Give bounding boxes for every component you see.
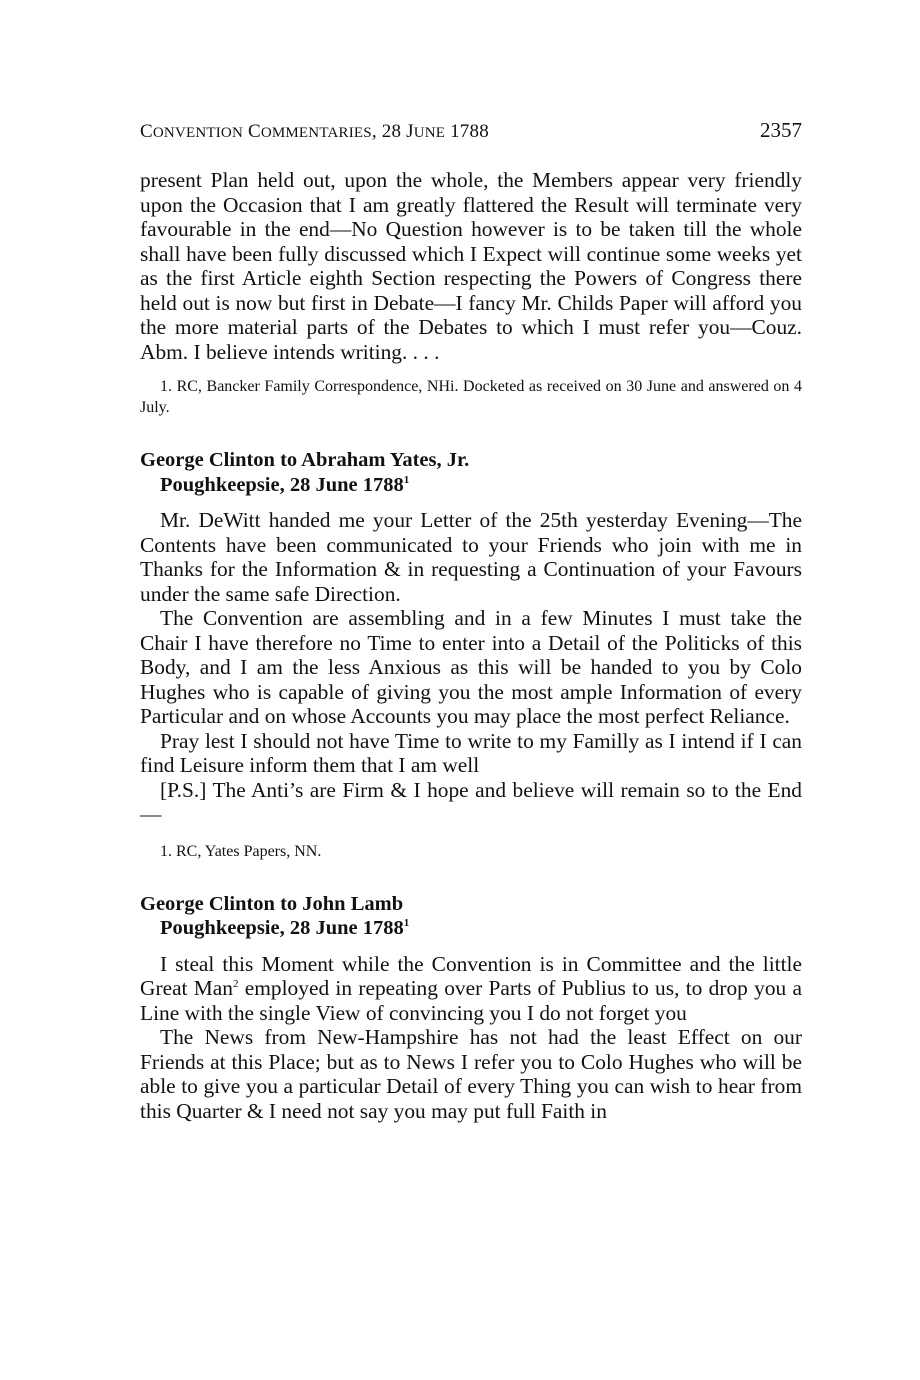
document-page — [140, 118, 802, 1123]
letter-paragraph: Mr. DeWitt handed me your Letter of the 25th yesterday Evening—The Contents have been communicated to your Friends who join with me in Thanks for the Information & in requesting a Continuation of your Favours under the same safe Direction. — [140, 508, 802, 606]
letter-paragraph: The Convention are assembling and in a few Minutes I must take the Chair I have therefore no Time to enter into a Detail of the Politicks of this Body, and I am the less Anxious as this will be handed to you by Colo Hughes who is capable of giving you the most ample Information of every Particular and on whose Accounts you may place the most perfect Reliance. — [140, 606, 802, 728]
letter-paragraph: The News from New-Hampshire has not had the least Effect on our Friends at this Place; but as to News I refer you to Colo Hughes who will be able to give you a particular Detail of every Thing you can wish to hear from this Quarter & I need not say you may put full Faith in — [140, 1025, 802, 1123]
note-reference: 1 — [403, 917, 410, 930]
page-number: 2357 — [760, 118, 802, 142]
letter-postscript: [P.S.] The Anti’s are Firm & I hope and believe will remain so to the End— — [140, 777, 802, 826]
letter-paragraph: I steal this Moment while the Convention is in Committee and the little Great Man$^2$ employed in repeating over Parts of Publius to us, to drop you a Line with the single View of convincing you I do not forget you — [140, 951, 802, 1025]
running-head-title: CONVENTION COMMENTARIES, 28 JUNE 1788 — [140, 121, 489, 142]
footnote: 1. RC, Yates Papers, NN. — [160, 842, 322, 860]
note-reference: 2 — [233, 977, 239, 990]
letter-heading — [140, 448, 802, 497]
note-reference: 1 — [403, 473, 410, 486]
letter-heading-place: Poughkeepsie, 28 June 1788$^1$ — [160, 917, 410, 939]
letter-heading — [140, 892, 802, 941]
letter-paragraph: Pray lest I should not have Time to write to my Familly as I intend if I can find Leisure inform them that I am well — [140, 728, 802, 777]
letter-clinton-to-yates — [140, 448, 802, 862]
letter-clinton-to-lamb — [140, 892, 802, 1124]
letter-heading-title: George Clinton to John Lamb — [140, 892, 404, 915]
letter-heading-title: George Clinton to Abraham Yates, Jr. — [140, 449, 470, 471]
running-head — [140, 118, 802, 150]
footnote: 1. RC, Bancker Family Correspondence, NHi. Docketed as received on 30 June and answered on 4 July. — [140, 378, 802, 416]
letter-heading-place: Poughkeepsie, 28 June 1788$^1$ — [160, 473, 410, 496]
opening-paragraph: present Plan held out, upon the whole, the Members appear very friendly upon the Occasion that I am greatly flattered the Result will terminate very favourable in the end—No Question however is to be taken till the whole shall have been fully discussed which I Expect will continue some weeks yet as the first Article eighth Section respecting the Powers of Congress there held out is now but first in Debate—I fancy Mr. Childs Paper will afford you the more material parts of the Debates to which I must refer you—Couz. Abm. I believe intends writing. . . . — [140, 168, 802, 364]
